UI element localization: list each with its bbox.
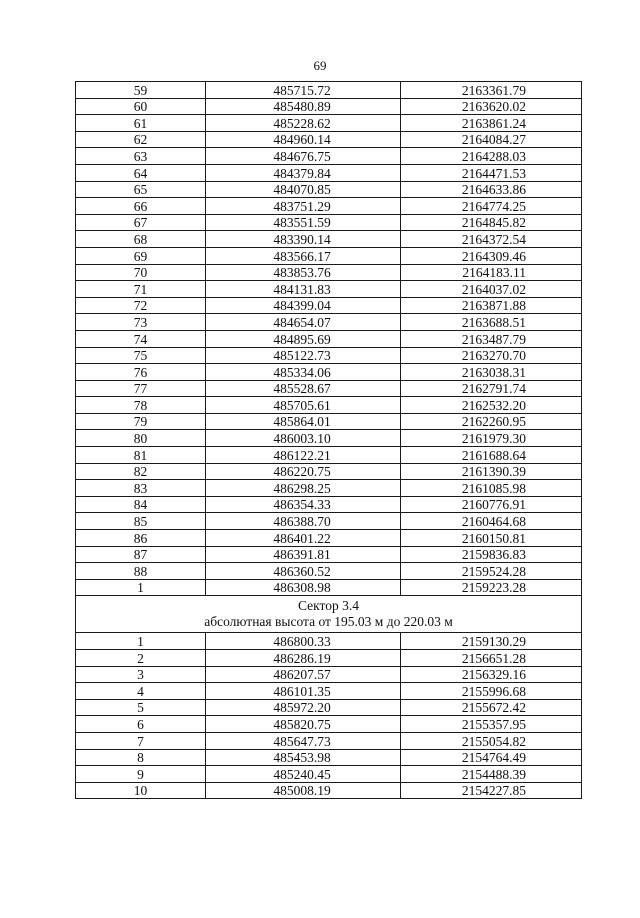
x-coordinate-cell: 485972.20: [206, 699, 401, 716]
table-row: [76, 181, 582, 198]
x-coordinate-cell: 485705.61: [206, 397, 401, 414]
y-coordinate-cell: 2163871.88: [401, 297, 582, 314]
x-coordinate-cell: 483853.76: [206, 264, 401, 281]
point-number-cell: 1: [76, 633, 206, 650]
table-row: [76, 413, 582, 430]
table-row: [76, 330, 582, 347]
point-number-cell: 74: [76, 330, 206, 347]
x-coordinate-cell: 486286.19: [206, 650, 401, 667]
y-coordinate-cell: 2155054.82: [401, 732, 582, 749]
table-row: [76, 148, 582, 165]
table-row: [76, 447, 582, 464]
point-number-cell: 60: [76, 98, 206, 115]
y-coordinate-cell: 2164774.25: [401, 198, 582, 215]
x-coordinate-cell: 486122.21: [206, 447, 401, 464]
table-row: [76, 732, 582, 749]
table-row: [76, 297, 582, 314]
table-row: [76, 281, 582, 298]
y-coordinate-cell: 2163487.79: [401, 330, 582, 347]
x-coordinate-cell: 486101.35: [206, 683, 401, 700]
y-coordinate-cell: 2161979.30: [401, 430, 582, 447]
y-coordinate-cell: 2164372.54: [401, 231, 582, 248]
x-coordinate-cell: 486207.57: [206, 666, 401, 683]
x-coordinate-cell: 486401.22: [206, 530, 401, 547]
point-number-cell: 10: [76, 782, 206, 799]
y-coordinate-cell: 2155996.68: [401, 683, 582, 700]
table-row: [76, 749, 582, 766]
x-coordinate-cell: 486391.81: [206, 546, 401, 563]
y-coordinate-cell: 2161390.39: [401, 463, 582, 480]
point-number-cell: 2: [76, 650, 206, 667]
point-number-cell: 67: [76, 214, 206, 231]
table-row: [76, 314, 582, 331]
table-row: [76, 633, 582, 650]
y-coordinate-cell: 2164309.46: [401, 247, 582, 264]
x-coordinate-cell: 485334.06: [206, 364, 401, 381]
table-row: [76, 98, 582, 115]
point-number-cell: 3: [76, 666, 206, 683]
table-row: [76, 683, 582, 700]
table-row: [76, 397, 582, 414]
point-number-cell: 5: [76, 699, 206, 716]
x-coordinate-cell: 484379.84: [206, 164, 401, 181]
point-number-cell: 81: [76, 447, 206, 464]
table-row: [76, 198, 582, 215]
x-coordinate-cell: 485715.72: [206, 82, 401, 99]
y-coordinate-cell: 2161688.64: [401, 447, 582, 464]
point-number-cell: 8: [76, 749, 206, 766]
table-row: [76, 231, 582, 248]
point-number-cell: 70: [76, 264, 206, 281]
x-coordinate-cell: 486360.52: [206, 563, 401, 580]
table-row: [76, 430, 582, 447]
table-row: [76, 115, 582, 132]
x-coordinate-cell: 484676.75: [206, 148, 401, 165]
table-row: [76, 716, 582, 733]
point-number-cell: 84: [76, 496, 206, 513]
y-coordinate-cell: 2163620.02: [401, 98, 582, 115]
table-row: [76, 766, 582, 783]
sector-header: [76, 596, 582, 633]
point-number-cell: 77: [76, 380, 206, 397]
point-number-cell: 82: [76, 463, 206, 480]
table-body-points: [76, 82, 582, 596]
point-number-cell: 88: [76, 563, 206, 580]
point-number-cell: 9: [76, 766, 206, 783]
point-number-cell: 72: [76, 297, 206, 314]
y-coordinate-cell: 2154488.39: [401, 766, 582, 783]
x-coordinate-cell: 485453.98: [206, 749, 401, 766]
table-row: [76, 666, 582, 683]
y-coordinate-cell: 2160464.68: [401, 513, 582, 530]
sector-header-cell: [76, 596, 582, 633]
table-row: [76, 131, 582, 148]
x-coordinate-cell: 483551.59: [206, 214, 401, 231]
point-number-cell: 73: [76, 314, 206, 331]
x-coordinate-cell: 484399.04: [206, 297, 401, 314]
y-coordinate-cell: 2160150.81: [401, 530, 582, 547]
point-number-cell: 79: [76, 413, 206, 430]
y-coordinate-cell: 2163861.24: [401, 115, 582, 132]
x-coordinate-cell: 484654.07: [206, 314, 401, 331]
x-coordinate-cell: 485864.01: [206, 413, 401, 430]
y-coordinate-cell: 2163688.51: [401, 314, 582, 331]
table-row: [76, 782, 582, 799]
y-coordinate-cell: 2155672.42: [401, 699, 582, 716]
x-coordinate-cell: 485820.75: [206, 716, 401, 733]
table-row: [76, 463, 582, 480]
table-row: [76, 364, 582, 381]
x-coordinate-cell: 486298.25: [206, 480, 401, 497]
x-coordinate-cell: 486388.70: [206, 513, 401, 530]
point-number-cell: 59: [76, 82, 206, 99]
x-coordinate-cell: 485480.89: [206, 98, 401, 115]
y-coordinate-cell: 2154764.49: [401, 749, 582, 766]
point-number-cell: 63: [76, 148, 206, 165]
sector-elevation-range: абсолютная высота от 195.03 м до 220.03 м: [204, 614, 453, 630]
point-number-cell: 83: [76, 480, 206, 497]
point-number-cell: 66: [76, 198, 206, 215]
point-number-cell: 78: [76, 397, 206, 414]
y-coordinate-cell: 2161085.98: [401, 480, 582, 497]
x-coordinate-cell: 484960.14: [206, 131, 401, 148]
coordinates-table: [75, 81, 582, 799]
point-number-cell: 75: [76, 347, 206, 364]
point-number-cell: 76: [76, 364, 206, 381]
point-number-cell: 6: [76, 716, 206, 733]
point-number-cell: 80: [76, 430, 206, 447]
table-row: [76, 650, 582, 667]
table-row: [76, 247, 582, 264]
y-coordinate-cell: 2159223.28: [401, 579, 582, 596]
point-number-cell: 64: [76, 164, 206, 181]
table-row: [76, 347, 582, 364]
table-row: [76, 579, 582, 596]
x-coordinate-cell: 485008.19: [206, 782, 401, 799]
point-number-cell: 7: [76, 732, 206, 749]
y-coordinate-cell: 2164084.27: [401, 131, 582, 148]
table-row: [76, 214, 582, 231]
point-number-cell: 86: [76, 530, 206, 547]
x-coordinate-cell: 485228.62: [206, 115, 401, 132]
y-coordinate-cell: 2164633.86: [401, 181, 582, 198]
table-row: [76, 513, 582, 530]
y-coordinate-cell: 2163270.70: [401, 347, 582, 364]
y-coordinate-cell: 2162532.20: [401, 397, 582, 414]
y-coordinate-cell: 2155357.95: [401, 716, 582, 733]
table-row: [76, 530, 582, 547]
x-coordinate-cell: 485528.67: [206, 380, 401, 397]
x-coordinate-cell: 483566.17: [206, 247, 401, 264]
x-coordinate-cell: 485647.73: [206, 732, 401, 749]
y-coordinate-cell: 2163361.79: [401, 82, 582, 99]
table-body-sector-points: [76, 633, 582, 799]
x-coordinate-cell: 483751.29: [206, 198, 401, 215]
y-coordinate-cell: 2159836.83: [401, 546, 582, 563]
y-coordinate-cell: 2164288.03: [401, 148, 582, 165]
point-number-cell: 85: [76, 513, 206, 530]
point-number-cell: 61: [76, 115, 206, 132]
y-coordinate-cell: 2164183.11: [401, 264, 582, 281]
x-coordinate-cell: 486354.33: [206, 496, 401, 513]
y-coordinate-cell: 2154227.85: [401, 782, 582, 799]
x-coordinate-cell: 486003.10: [206, 430, 401, 447]
point-number-cell: 69: [76, 247, 206, 264]
y-coordinate-cell: 2159130.29: [401, 633, 582, 650]
y-coordinate-cell: 2164471.53: [401, 164, 582, 181]
point-number-cell: 1: [76, 579, 206, 596]
table-row: [76, 563, 582, 580]
point-number-cell: 87: [76, 546, 206, 563]
x-coordinate-cell: 486800.33: [206, 633, 401, 650]
x-coordinate-cell: 486308.98: [206, 579, 401, 596]
x-coordinate-cell: 483390.14: [206, 231, 401, 248]
point-number-cell: 65: [76, 181, 206, 198]
y-coordinate-cell: 2159524.28: [401, 563, 582, 580]
x-coordinate-cell: 484895.69: [206, 330, 401, 347]
y-coordinate-cell: 2163038.31: [401, 364, 582, 381]
table-row: [76, 699, 582, 716]
sector-title: Сектор 3.4: [297, 598, 359, 614]
y-coordinate-cell: 2160776.91: [401, 496, 582, 513]
point-number-cell: 68: [76, 231, 206, 248]
y-coordinate-cell: 2162791.74: [401, 380, 582, 397]
table-row: [76, 264, 582, 281]
table-row: [76, 164, 582, 181]
y-coordinate-cell: 2156329.16: [401, 666, 582, 683]
point-number-cell: 62: [76, 131, 206, 148]
point-number-cell: 4: [76, 683, 206, 700]
table-row: [76, 546, 582, 563]
table-row: [76, 480, 582, 497]
x-coordinate-cell: 485122.73: [206, 347, 401, 364]
y-coordinate-cell: 2162260.95: [401, 413, 582, 430]
sector-header-row: [76, 596, 582, 633]
table-row: [76, 496, 582, 513]
table-row: [76, 82, 582, 99]
x-coordinate-cell: 484070.85: [206, 181, 401, 198]
point-number-cell: 71: [76, 281, 206, 298]
x-coordinate-cell: 485240.45: [206, 766, 401, 783]
y-coordinate-cell: 2156651.28: [401, 650, 582, 667]
page-number: 69: [313, 58, 327, 73]
x-coordinate-cell: 484131.83: [206, 281, 401, 298]
y-coordinate-cell: 2164845.82: [401, 214, 582, 231]
x-coordinate-cell: 486220.75: [206, 463, 401, 480]
y-coordinate-cell: 2164037.02: [401, 281, 582, 298]
table-row: [76, 380, 582, 397]
